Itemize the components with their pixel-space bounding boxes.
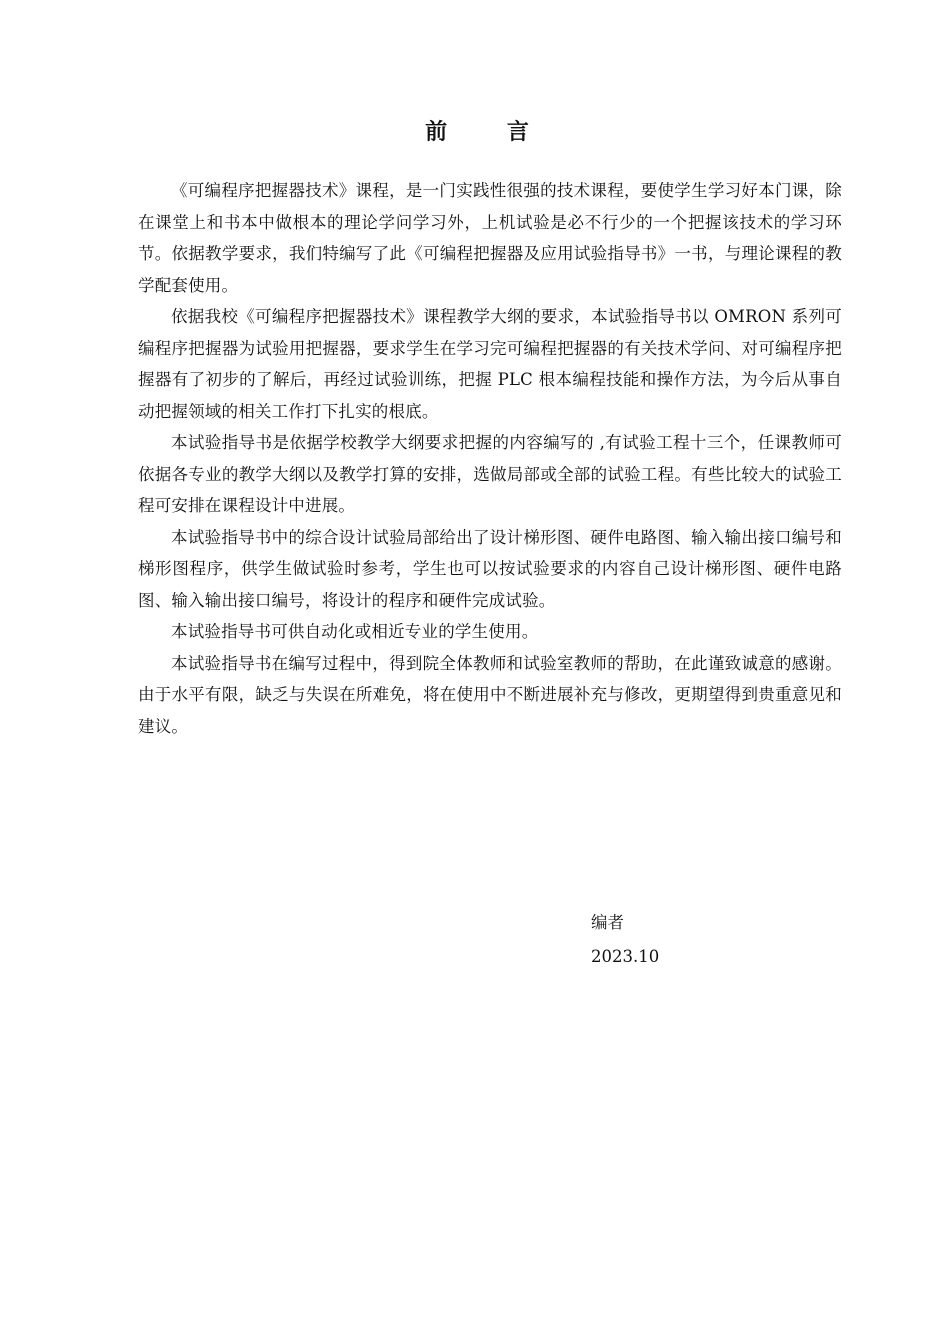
paragraph-2: 依据我校《可编程序把握器技术》课程教学大纲的要求，本试验指导书以 OMRON 系列可编程序把握器为试验用把握器，要求学生在学习完可编程把握器的有关技术学问、对可编程序把握器有了初步的了解后，再经过试验训练，把握 PLC 根本编程技能和操作方法，为今后从事自动把握领域的相关工作打下扎实的根底。	[138, 307, 842, 421]
paragraph-5: 本试验指导书可供自动化或相近专业的学生使用。	[171, 622, 539, 641]
paragraph-4: 本试验指导书中的综合设计试验局部给出了设计梯形图、硬件电路图、输入输出接口编号和梯形图程序，供学生做试验时参考，学生也可以按试验要求的内容自己设计梯形图、硬件电路图、输入输出接口编号，将设计的程序和硬件完成试验。	[138, 527, 842, 610]
page-title: 前 言	[425, 118, 555, 145]
signature-block	[591, 906, 659, 974]
signature-date: 2023.10	[591, 947, 660, 966]
paragraph-3: 本试验指导书是依据学校教学大纲要求把握的内容编写的 ,有试验工程十三个，任课教师可依据各专业的教学大纲以及教学打算的安排，选做局部或全部的试验工程。有些比较大的试验工程可安排在课程设计中进展。	[138, 433, 842, 515]
paragraph-6: 本试验指导书在编写过程中，得到院全体教师和试验室教师的帮助，在此谨致诚意的感谢。由于水平有限，缺乏与失误在所难免，将在使用中不断进展补充与修改，更期望得到贵重意见和建议。	[138, 653, 842, 736]
signature-author: 编者	[591, 913, 624, 932]
paragraph-1: 《可编程序把握器技术》课程，是一门实践性很强的技术课程，要使学生学习好本门课，除在课堂上和书本中做根本的理论学问学习外，上机试验是必不行少的一个把握该技术的学习环节。依据教学要求，我们特编写了此《可编程把握器及应用试验指导书》一书，与理论课程的教学配套使用。	[138, 181, 842, 295]
preface-body	[138, 175, 842, 742]
